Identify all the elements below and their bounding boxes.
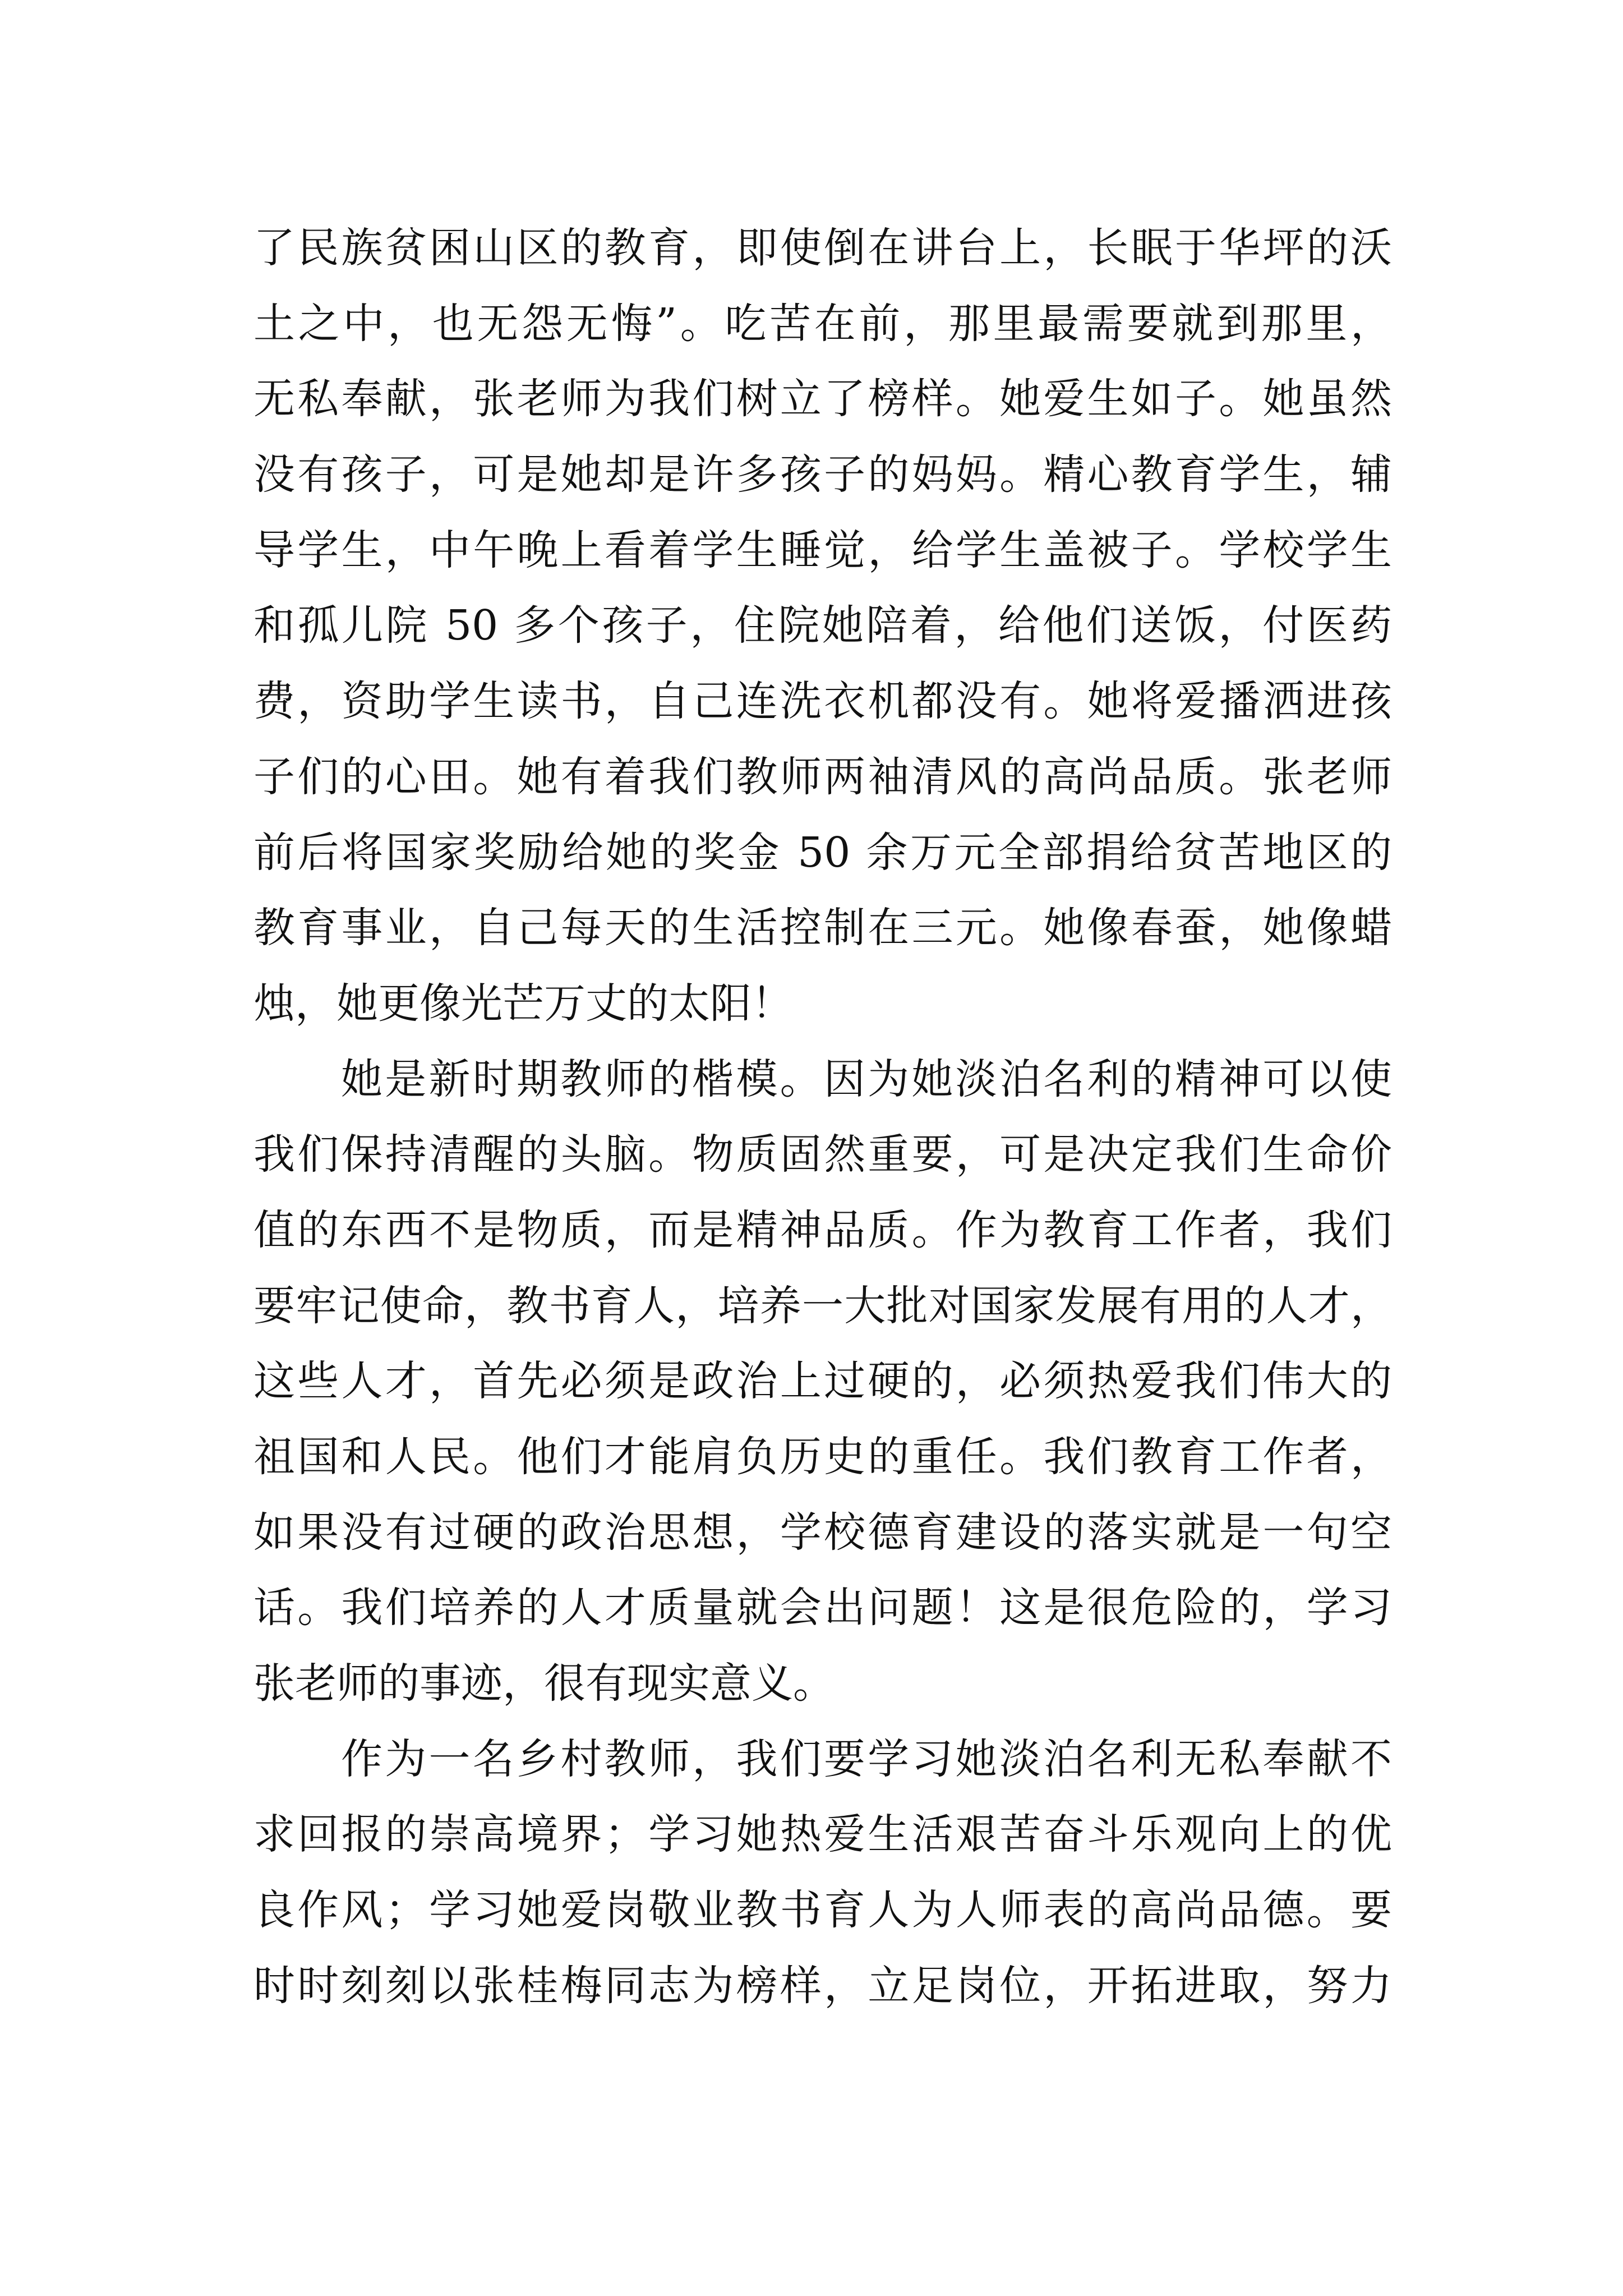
text-line: 张老师的事迹，很有现实意义。 bbox=[253, 1659, 834, 1708]
text-line: 值的东西不是物质，而是精神品质。作为教育工作者，我们 bbox=[253, 1205, 1392, 1254]
text-line: 导学生，中午晚上看着学生睡觉，给学生盖被子。学校学生 bbox=[253, 526, 1392, 574]
document-body bbox=[253, 210, 1392, 2024]
text-line: 土之中，也无怨无悔”。吃苦在前，那里最需要就到那里， bbox=[253, 299, 1392, 348]
text-line: 教育事业，自己每天的生活控制在三元。她像春蚕，她像蜡 bbox=[253, 904, 1392, 953]
text-line: 费，资助学生读书，自己连洗衣机都没有。她将爱播洒进孩 bbox=[253, 677, 1392, 726]
text-line: 要牢记使命，教书育人，培养一大批对国家发展有用的人才， bbox=[253, 1281, 1392, 1330]
text-line: 和孤儿院 50 多个孩子，住院她陪着，给他们送饭，付医药 bbox=[253, 601, 1392, 650]
text-line: 烛，她更像光芒万丈的太阳！ bbox=[253, 979, 793, 1028]
text-line: 没有孩子，可是她却是许多孩子的妈妈。精心教育学生，辅 bbox=[253, 450, 1392, 499]
text-line: 无私奉献，张老师为我们树立了榜样。她爱生如子。她虽然 bbox=[253, 375, 1392, 424]
text-line: 祖国和人民。他们才能肩负历史的重任。我们教育工作者， bbox=[253, 1433, 1392, 1481]
paragraph-3 bbox=[253, 1722, 1392, 2024]
text-line: 我们保持清醒的头脑。物质固然重要，可是决定我们生命价 bbox=[253, 1130, 1392, 1179]
text-line: 良作风；学习她爱岗敬业教书育人为人师表的高尚品德。要 bbox=[253, 1886, 1392, 1935]
text-line: 如果没有过硬的政治思想，学校德育建设的落实就是一句空 bbox=[253, 1508, 1392, 1557]
text-line: 她是新时期教师的楷模。因为她淡泊名利的精神可以使 bbox=[341, 1055, 1392, 1103]
paragraph-2 bbox=[253, 1042, 1392, 1722]
text-line: 求回报的崇高境界；学习她热爱生活艰苦奋斗乐观向上的优 bbox=[253, 1810, 1392, 1859]
text-line: 作为一名乡村教师，我们要学习她淡泊名利无私奉献不 bbox=[341, 1734, 1392, 1783]
text-line: 时时刻刻以张桂梅同志为榜样，立足岗位，开拓进取，努力 bbox=[253, 1961, 1392, 2010]
text-line: 这些人才，首先必须是政治上过硬的，必须热爱我们伟大的 bbox=[253, 1357, 1392, 1406]
text-line: 前后将国家奖励给她的奖金 50 余万元全部捐给贫苦地区的 bbox=[253, 828, 1392, 877]
text-line: 了民族贫困山区的教育，即使倒在讲台上，长眠于华坪的沃 bbox=[253, 224, 1392, 272]
text-line: 子们的心田。她有着我们教师两袖清风的高尚品质。张老师 bbox=[253, 752, 1392, 801]
paragraph-1 bbox=[253, 210, 1392, 1042]
text-line: 话。我们培养的人才质量就会出问题！这是很危险的，学习 bbox=[253, 1584, 1392, 1632]
